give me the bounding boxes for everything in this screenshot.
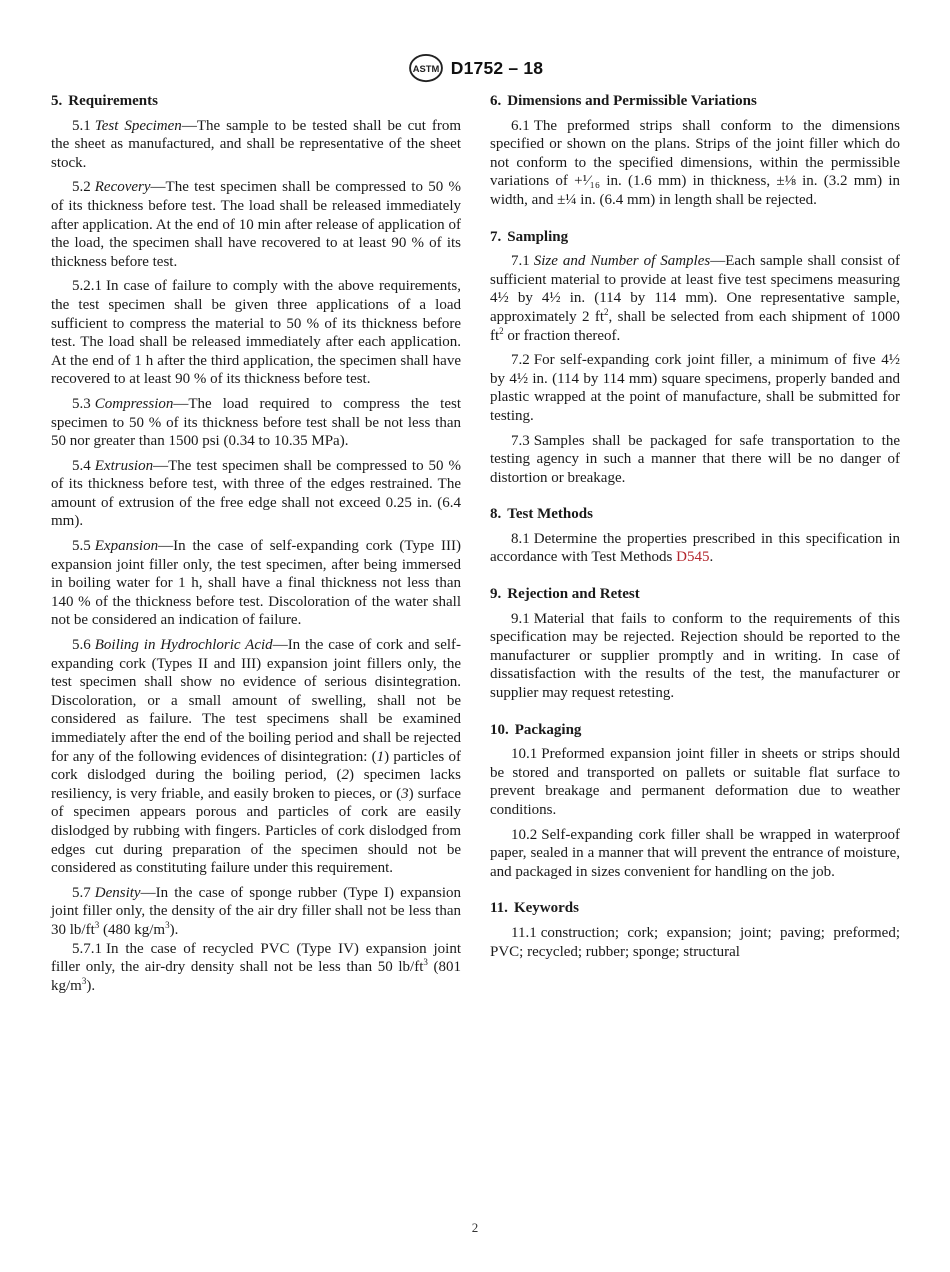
left-column bbox=[51, 92, 461, 1001]
section-heading-packaging: 10. Packaging bbox=[490, 721, 582, 738]
paragraph-5-3: 5.3 Compression—The load required to compress the test specimen to 50 % of its thickness before test shall be not less than 50 nor greater than 1500 psi (0.34 to 10.35 MPa). bbox=[51, 395, 461, 450]
paragraph-5-1: 5.1 Test Specimen—The sample to be tested shall be cut from the sheet as manufactured, and shall be representative of the sheet stock. bbox=[51, 117, 462, 171]
paragraph-5-2: 5.2 Recovery—The test specimen shall be compressed to 50 % of its thickness before test. The load shall be released immediately after application. At the end of 10 min after release of application of the load, the specimen shall have recovered to at least 90 % of its thickness before test. bbox=[51, 179, 461, 270]
paragraph-5-7-1: 5.7.1 In the case of recycled PVC (Type IV) expansion joint filler only, the air-dry density shall not be less than 50 $lb/ft^3$ (801 $kg/m^3$). bbox=[51, 940, 461, 994]
right-column bbox=[490, 92, 900, 967]
paragraph-7-3: 7.3 Samples shall be packaged for safe transportation to the testing agency in such a manner that there will be no danger of distortion or breakage. bbox=[490, 432, 900, 486]
section-heading-dimensions: 6. Dimensions and Permissible Variations bbox=[490, 93, 757, 109]
astm-logo-icon bbox=[407, 53, 445, 83]
paragraph-9-1: 9.1 Material that fails to conform to the requirements of this specification may be rejected. Rejection should be reported to the manufacturer or supplier promptly and in writing. In case of dissatisfaction with the results of the test, the manufacturer or supplier may request retesting. bbox=[490, 610, 900, 702]
section-heading-keywords: 11. Keywords bbox=[490, 900, 579, 917]
paragraph-5-4: 5.4 Extrusion—The test specimen shall be compressed to 50 % of its thickness before test, with three of the edges restrained. The amount of extrusion of the free edge shall not exceed 0.25 in. (6.4 mm). bbox=[51, 457, 461, 530]
link-d545[interactable]: D545 bbox=[676, 549, 710, 566]
section-heading-requirements: 5. Requirements bbox=[51, 93, 158, 109]
document-id: D1752 – 18 bbox=[450, 57, 544, 78]
paragraph-6-1: 6.1 The preformed strips shall conform to the dimensions specified or shown on the plans. Strips of the joint filler which do not conform to the specified dimensions, within the permissible variations of +¹⁄₁₆ in. (1.6 mm) in thickness, ±⅛ in. (3.2 mm) in width, and ±¼ in. (6.4 mm) in length shall be rejected. bbox=[490, 117, 900, 208]
page-number: 2 bbox=[471, 1220, 479, 1235]
page-header bbox=[0, 52, 950, 84]
paragraph-10-1: 10.1 Preformed expansion joint filler in sheets or strips should be stored and transported on pallets or suitable flat surface to prevent breakage and permanent deformation due to weather conditions. bbox=[490, 746, 900, 818]
svg-text:ASTM: ASTM bbox=[412, 63, 440, 74]
paragraph-5-6: 5.6 Boiling in Hydrochloric Acid—In the case of cork and self-expanding cork (Types II and III) expansion joint fillers only, the test specimen shall show no evidence of serious disintegration. Discoloration, or a small amount of swelling, shall not be considered as failure. The test specimens shall be examined immediately after the end of the boiling period and shall be rejected for any of the following evidences of disintegration: (1) particles of cork dislodged during the boiling period, (2) specimen lacks resiliency, is very friable, and easily broken to pieces, or (3) surface of specimen appears porous and particles of cork are easily dislodged by rubbing with fingers. Particles of cork dislodged from edges cut during preparation of the specimen should not be considered as constituting failure under this requirement. bbox=[51, 637, 462, 877]
paragraph-5-5: 5.5 Expansion—In the case of self-expanding cork (Type III) expansion joint filler only, the test specimen, after being immersed in boiling water for 1 h, shall have a final thickness not less than 140 % of the thickness before test. Discoloration of the water shall not be considered an indication of failure. bbox=[51, 538, 461, 629]
section-heading-test-methods: 8. Test Methods bbox=[490, 506, 593, 523]
paragraph-11-1: 11.1 construction; cork; expansion; joint; paving; preformed; PVC; recycled; rubber; sponge; structural bbox=[490, 924, 900, 960]
section-heading-sampling: 7. Sampling bbox=[490, 228, 569, 245]
paragraph-8-1: 8.1 Determine the properties prescribed in this specification in accordance with Test Methods D545. bbox=[490, 530, 900, 566]
paragraph-5-7: 5.7 Density—In the case of sponge rubber (Type I) expansion joint filler only, the density of the air dry filler shall not be less than 30 $lb/ft^3$ (480 $kg/m^3$). bbox=[51, 884, 461, 938]
section-heading-rejection: 9. Rejection and Retest bbox=[490, 586, 640, 603]
paragraph-10-2: 10.2 Self-expanding cork filler shall be wrapped in waterproof paper, sealed in a manner that will prevent the entrance of moisture, and packaged in sizes convenient for handling on the job. bbox=[490, 826, 900, 880]
paragraph-7-2: 7.2 For self-expanding cork joint filler, a minimum of five 4½ by 4½ in. (114 by 114 mm) square specimens, properly banded and plastic wrapped at the point of manufacture, shall be submitted for testing. bbox=[490, 352, 900, 424]
paragraph-5-2-1: 5.2.1 In case of failure to comply with the above requirements, the test specimen shall be given three applications of a load sufficient to compress the material to 50 % of its thickness before test. The load shall be released immediately after each application. At the end of 1 h after the third application, the specimen shall have recovered to at least 90 % of its thickness before test. bbox=[51, 278, 461, 388]
paragraph-7-1: 7.1 Size and Number of Samples—Each sample shall consist of sufficient material to provide at least five test specimens measuring 4½ by 4½ in. (114 by 114 mm). One representative sample, approximately 2 $ft^2$, shall be selected from each shipment of 1000 $ft^2$ or fraction thereof. bbox=[490, 253, 900, 344]
